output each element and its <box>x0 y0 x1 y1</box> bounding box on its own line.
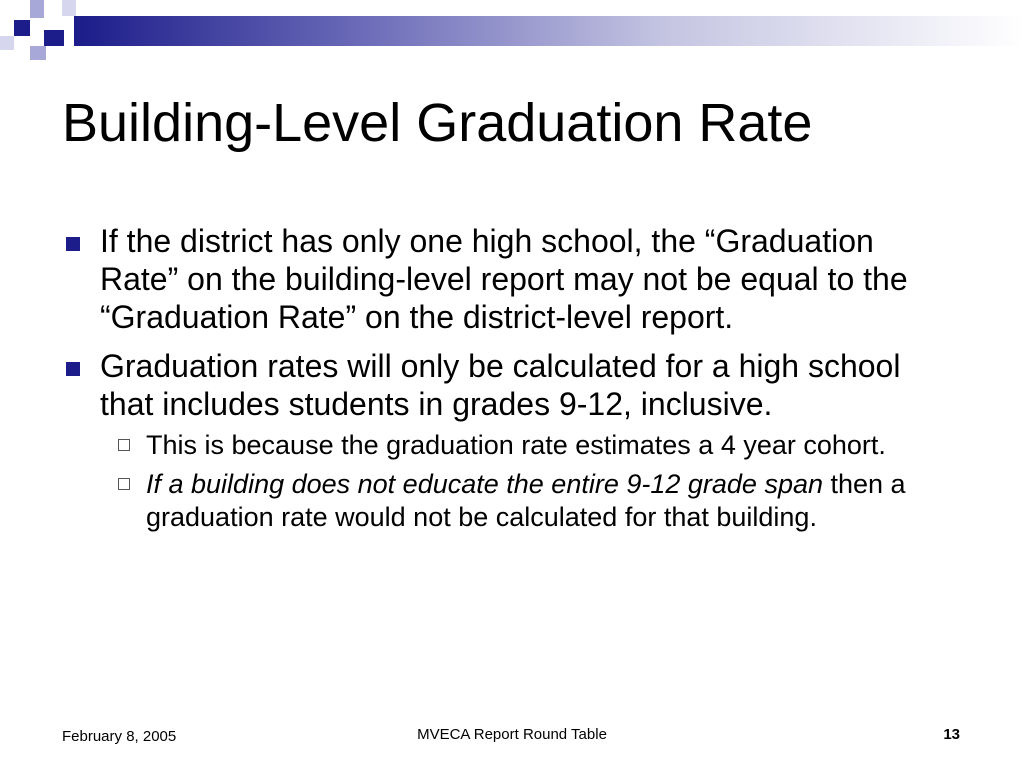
corner-square-pale-2 <box>0 36 14 50</box>
bullet-item <box>62 347 942 534</box>
corner-square-pale <box>62 0 76 16</box>
sub-bullet-text: This is because the graduation rate estimates a 4 year cohort. <box>146 430 886 460</box>
page-number: 13 <box>943 726 960 743</box>
sub-bullet-list <box>100 429 942 534</box>
bullet-text: If the district has only one high school, the “Graduation Rate” on the building-level report may not be equal to the “Graduation Rate” on the district-level report. <box>100 223 908 335</box>
footer-date: February 8, 2005 <box>62 728 177 745</box>
bullet-list <box>62 222 942 545</box>
corner-square-navy-2 <box>44 30 64 46</box>
corner-square-lavender-2 <box>30 46 46 60</box>
corner-square-lavender <box>30 0 44 18</box>
bullet-item <box>62 222 942 336</box>
sub-bullet-italic-text: If a building does not educate the entire 9-12 grade span <box>146 469 823 499</box>
hollow-square-bullet-icon <box>118 439 130 451</box>
corner-square-navy <box>14 20 30 36</box>
square-bullet-icon <box>66 362 80 376</box>
slide-title: Building-Level Graduation Rate <box>62 93 813 153</box>
sub-bullet-item <box>100 468 942 534</box>
sub-bullet-item <box>100 429 942 462</box>
bullet-text: Graduation rates will only be calculated for a high school that includes students in grades 9-12, inclusive. <box>100 348 901 422</box>
sub-bullet-text: then a graduation rate would not be calculated for that building. <box>146 469 906 532</box>
header-gradient-bar <box>74 16 1024 46</box>
square-bullet-icon <box>66 237 80 251</box>
hollow-square-bullet-icon <box>118 478 130 490</box>
footer-title: MVECA Report Round Table <box>417 726 607 743</box>
